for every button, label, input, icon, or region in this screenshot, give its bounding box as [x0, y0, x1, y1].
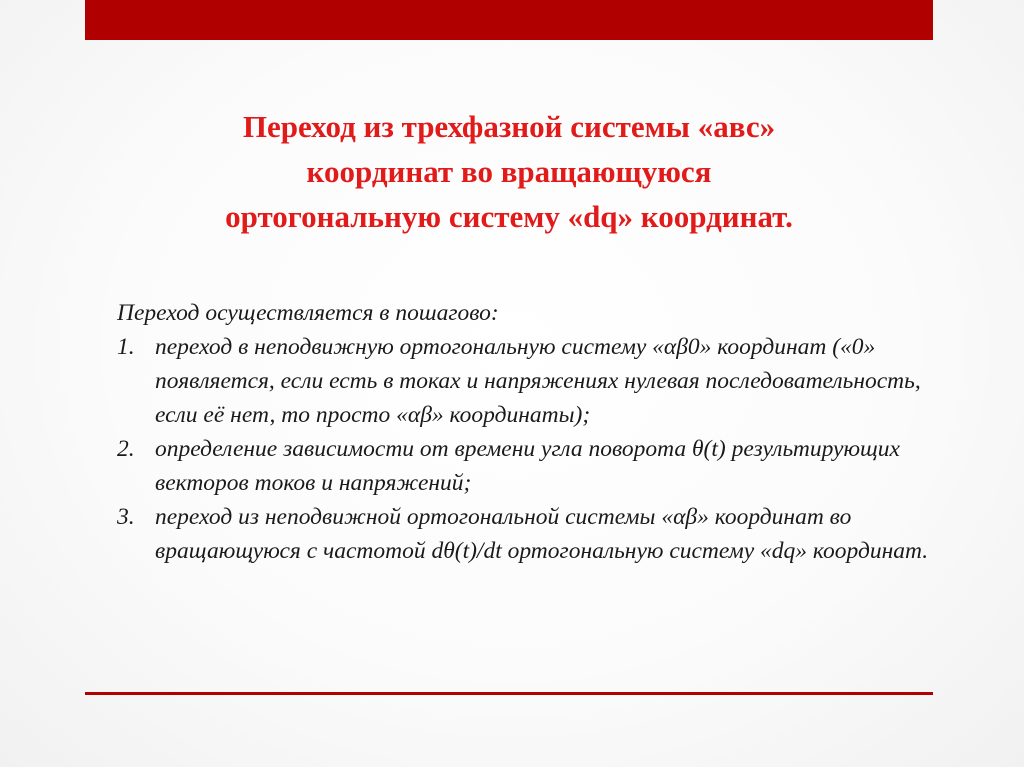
- intro-text: Переход осуществляется в пошагово:: [117, 300, 499, 326]
- slide-title: [85, 104, 933, 239]
- step-number: 2.: [117, 436, 135, 462]
- step-item: [117, 330, 937, 432]
- title-line: координат во вращающуюся: [306, 154, 712, 189]
- step-number: 1.: [117, 334, 135, 360]
- step-item: [117, 500, 937, 568]
- bottom-divider: [85, 692, 933, 695]
- slide-body: [117, 296, 937, 568]
- title-line: ортогональную систему «dq» координат.: [225, 199, 793, 234]
- steps-list: [117, 330, 937, 568]
- step-number: 3.: [117, 504, 135, 530]
- title-line: Переход из трехфазной системы «авс»: [242, 109, 776, 144]
- step-text: переход в неподвижную ортогональную систему «αβ0» координат («0» появляется, если есть в токах и напряжениях нулевая последовательность, если её нет, то просто «αβ» координаты);: [155, 334, 921, 428]
- top-accent-bar: [85, 0, 933, 40]
- step-text: переход из неподвижной ортогональной системы «αβ» координат во вращающуюся с частотой dθ(t)/dt ортогональную систему «dq» координат.: [155, 504, 929, 564]
- step-item: [117, 432, 937, 500]
- step-text: определение зависимости от времени угла поворота θ(t) результирующих векторов токов и напряжений;: [155, 436, 900, 496]
